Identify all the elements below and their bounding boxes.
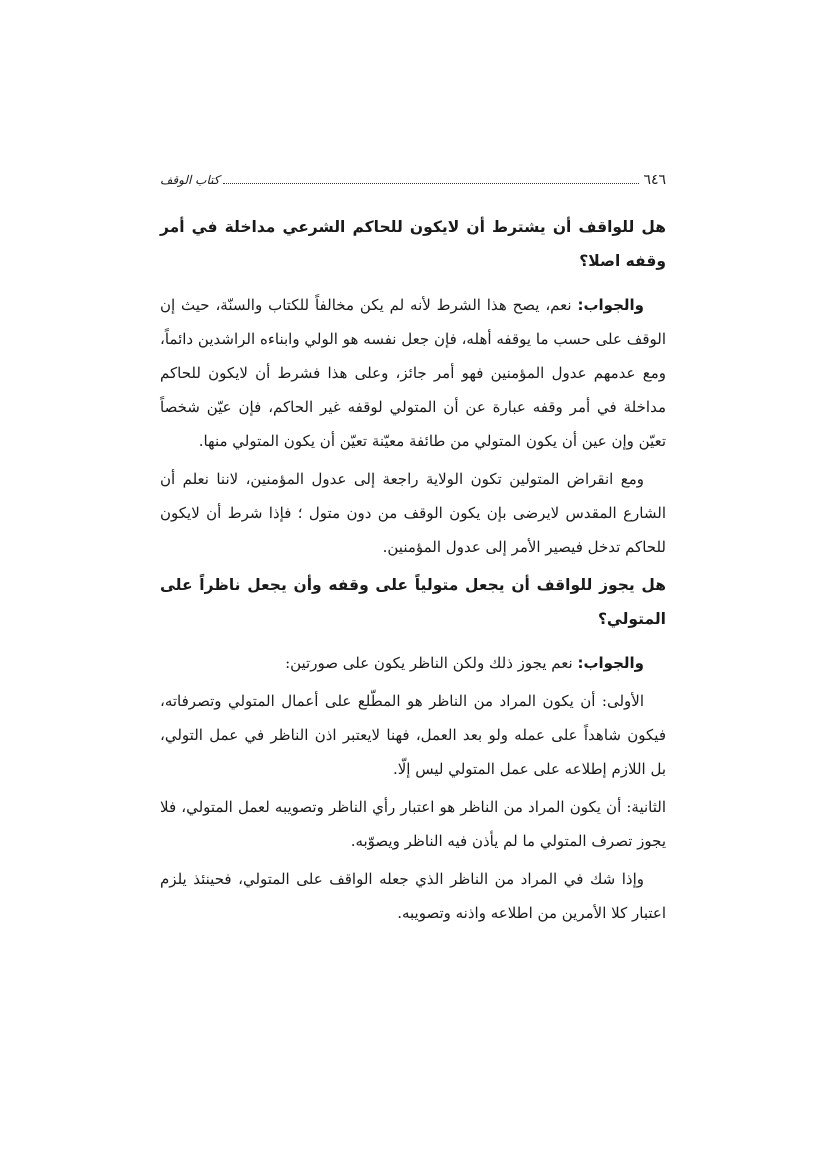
book-title: كتاب الوقف: [160, 173, 220, 187]
answer-2-paragraph: [160, 646, 666, 680]
answer-2-label: والجواب:: [577, 654, 644, 672]
question-1: هل للواقف أن يشترط أن لايكون للحاكم الشرعي مداخلة في أمر وقفه اصلا؟: [160, 218, 666, 270]
answer-1-paragraph: [160, 288, 666, 458]
answer-2-doubt-paragraph: وإذا شك في المراد من الناظر الذي جعله الواقف على المتولي، فحينئذ يلزم اعتبار كلا الأمرين من اطلاعه واذنه وتصويبه.: [160, 870, 666, 922]
header-dot-leader: [223, 183, 639, 184]
answer-2-text: نعم يجوز ذلك ولكن الناظر يكون على صورتين:: [285, 654, 573, 672]
page-number: ٦٤٦: [643, 172, 666, 188]
question-2: هل يجوز للواقف أن يجعل متولياً على وقفه وأن يجعل ناظراً على المتولي؟: [160, 576, 666, 628]
answer-1-label: والجواب:: [577, 296, 644, 314]
book-page: [160, 172, 666, 934]
running-header: [160, 172, 666, 196]
answer-2-first-form: الأولى: أن يكون المراد من الناظر هو المطّلع على أعمال المتولي وتصرفاته، فيكون شاهداً على عمله ولو بعد العمل، فهنا لايعتبر اذن الناظر في عمل التولي، بل اللازم إطلاعه على عمل المتولي ليس إلّا.: [160, 692, 666, 778]
answer-1-text: نعم، يصح هذا الشرط لأنه لم يكن مخالفاً للكتاب والسنّة، حيث إن الوقف على حسب ما يوقفه أهله، فإن جعل نفسه هو الولي وابناءه الراشدين دائماً، ومع عدمهم عدول المؤمنين فهو أمر جائز، وعلى هذا فشرط أن لايكون للحاكم مداخلة في أمر وقفه عبارة عن أن المتولي لوقفه غير الحاكم، فإن عيّن شخصاً تعيّن وإن عين أن يكون المتولي من طائفة معيّنة تعيّن أن يكون المتولي منها.: [160, 296, 666, 450]
answer-1-paragraph-2: ومع انقراض المتولين تكون الولاية راجعة إلى عدول المؤمنين، لاننا نعلم أن الشارع المقدس لايرضى بإن يكون الوقف من دون متول ؛ فإذا شرط أن لايكون للحاكم تدخل فيصير الأمر إلى عدول المؤمنين.: [160, 470, 666, 556]
answer-2-second-form: الثانية: أن يكون المراد من الناظر هو اعتبار رأي الناظر وتصويبه لعمل المتولي، فلا يجوز تصرف المتولي ما لم يأذن فيه الناظر ويصوّبه.: [160, 798, 666, 850]
